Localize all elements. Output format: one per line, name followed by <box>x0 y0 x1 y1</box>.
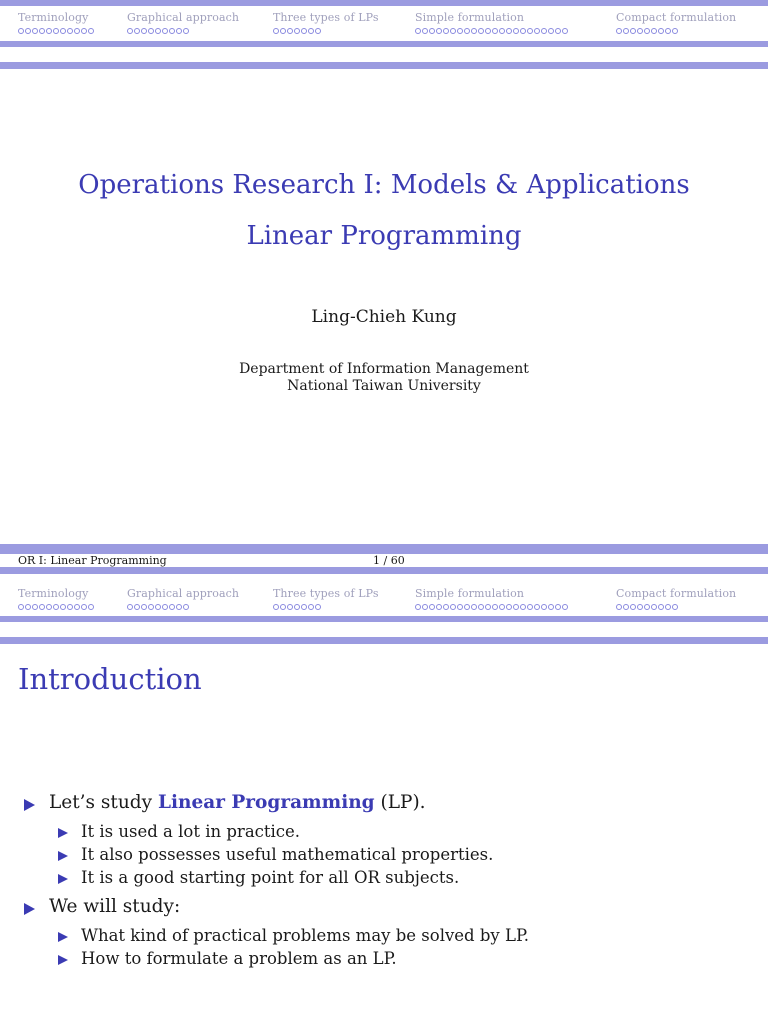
frame-dot-icon[interactable] <box>32 604 38 610</box>
bullet-arrow-icon <box>58 874 68 884</box>
frame-dot-icon[interactable] <box>60 604 66 610</box>
frame-dot-icon[interactable] <box>513 604 519 610</box>
frame-dot-icon[interactable] <box>155 604 161 610</box>
frame-dot-icon[interactable] <box>74 28 80 34</box>
frame-dot-icon[interactable] <box>60 28 66 34</box>
frame-dot-icon[interactable] <box>457 604 463 610</box>
nav-section-graphical[interactable] <box>127 11 239 24</box>
frame-title: Introduction <box>18 662 202 696</box>
frame-dot-icon[interactable] <box>630 28 636 34</box>
frame-dot-icon[interactable] <box>644 604 650 610</box>
frame-dot-icon[interactable] <box>81 604 87 610</box>
header-mid-bar <box>0 41 768 47</box>
frame-dot-icon[interactable] <box>67 28 73 34</box>
frame-dot-icon[interactable] <box>176 604 182 610</box>
nav-section-terminology[interactable] <box>18 587 88 600</box>
frame-dot-icon[interactable] <box>287 28 293 34</box>
frame-dot-icon[interactable] <box>562 604 568 610</box>
frame-dot-icon[interactable] <box>672 604 678 610</box>
frame-dot-icon[interactable] <box>148 28 154 34</box>
nav-dots[interactable] <box>415 28 569 36</box>
frame-dot-icon[interactable] <box>53 604 59 610</box>
frame-dot-icon[interactable] <box>273 604 279 610</box>
frame-dot-icon[interactable] <box>457 28 463 34</box>
frame-dot-icon[interactable] <box>415 604 421 610</box>
frame-dot-icon[interactable] <box>169 604 175 610</box>
frame-dot-icon[interactable] <box>534 604 540 610</box>
bullet-arrow-icon <box>24 799 35 811</box>
frame-dot-icon[interactable] <box>81 28 87 34</box>
frame-dot-icon[interactable] <box>464 28 470 34</box>
frame-dot-icon[interactable] <box>39 28 45 34</box>
highlight-term: Linear Programming <box>157 792 375 813</box>
frame-dot-icon[interactable] <box>665 604 671 610</box>
frame-dot-icon[interactable] <box>46 604 52 610</box>
frame-dot-icon[interactable] <box>308 604 314 610</box>
presentation-subtitle: Linear Programming <box>246 221 522 251</box>
frame-dot-icon[interactable] <box>436 28 442 34</box>
presentation-title: Operations Research I: Models & Applications <box>78 170 690 200</box>
nav-dots[interactable] <box>616 28 679 36</box>
frame-dot-icon[interactable] <box>520 28 526 34</box>
bullet-arrow-icon <box>58 851 68 861</box>
frame-dot-icon[interactable] <box>294 604 300 610</box>
frame-dot-icon[interactable] <box>658 604 664 610</box>
frame-dot-icon[interactable] <box>478 28 484 34</box>
frame-dot-icon[interactable] <box>548 604 554 610</box>
frame-dot-icon[interactable] <box>616 28 622 34</box>
section-navigation <box>0 11 768 43</box>
sub-list-item: What kind of practical problems may be solved by LP. <box>81 926 529 945</box>
frame-dot-icon[interactable] <box>665 28 671 34</box>
item-text: Let’s study <box>49 792 158 813</box>
frame-dot-icon[interactable] <box>46 28 52 34</box>
nav-section-compact[interactable] <box>616 11 736 24</box>
nav-label[interactable]: Terminology <box>18 587 89 600</box>
frame-dot-icon[interactable] <box>148 604 154 610</box>
frame-dot-icon[interactable] <box>443 604 449 610</box>
nav-dots[interactable] <box>127 604 190 612</box>
frame-dot-icon[interactable] <box>25 604 31 610</box>
frame-dot-icon[interactable] <box>651 604 657 610</box>
frame-dot-icon[interactable] <box>527 28 533 34</box>
frame-dot-icon[interactable] <box>485 28 491 34</box>
footer-bottom-bar <box>0 567 768 574</box>
frame-dot-icon[interactable] <box>162 604 168 610</box>
frame-dot-icon[interactable] <box>499 604 505 610</box>
nav-label[interactable]: Compact formulation <box>616 11 737 24</box>
frame-dot-icon[interactable] <box>127 604 133 610</box>
nav-label[interactable]: Terminology <box>18 11 89 24</box>
frame-dot-icon[interactable] <box>637 28 643 34</box>
section-navigation <box>0 587 768 619</box>
nav-dots[interactable] <box>127 28 190 36</box>
frame-dot-icon[interactable] <box>308 28 314 34</box>
bullet-arrow-icon <box>58 955 68 965</box>
page-number: 1 / 60 <box>373 554 405 567</box>
frame-dot-icon[interactable] <box>429 604 435 610</box>
frame-dot-icon[interactable] <box>155 28 161 34</box>
frame-dot-icon[interactable] <box>527 604 533 610</box>
nav-section-terminology[interactable] <box>18 11 88 24</box>
nav-section-compact[interactable] <box>616 587 736 600</box>
institute-department: Department of Information Management <box>239 361 529 377</box>
nav-dots[interactable] <box>273 604 322 612</box>
frame-dot-icon[interactable] <box>443 28 449 34</box>
nav-label[interactable]: Graphical approach <box>127 587 240 600</box>
header-bottom-bar <box>0 62 768 69</box>
frame-dot-icon[interactable] <box>499 28 505 34</box>
frame-dot-icon[interactable] <box>506 28 512 34</box>
author-name: Ling-Chieh Kung <box>311 307 457 327</box>
frame-dot-icon[interactable] <box>134 604 140 610</box>
list-item: We will study: <box>49 896 181 917</box>
nav-label[interactable]: Three types of LPs <box>273 11 379 24</box>
frame-dot-icon[interactable] <box>280 604 286 610</box>
nav-label[interactable]: Simple formulation <box>415 11 525 24</box>
sub-list-item: How to formulate a problem as an LP. <box>81 949 397 968</box>
item-text: (LP). <box>374 792 426 813</box>
frame-dot-icon[interactable] <box>301 604 307 610</box>
sub-list-item: It is used a lot in practice. <box>81 822 301 841</box>
frame-dot-icon[interactable] <box>301 28 307 34</box>
frame-dot-icon[interactable] <box>623 28 629 34</box>
frame-dot-icon[interactable] <box>169 28 175 34</box>
frame-dot-icon[interactable] <box>134 28 140 34</box>
frame-dot-icon[interactable] <box>672 28 678 34</box>
frame-dot-icon[interactable] <box>630 604 636 610</box>
frame-dot-icon[interactable] <box>506 604 512 610</box>
bullet-arrow-icon <box>58 828 68 838</box>
frame-dot-icon[interactable] <box>415 28 421 34</box>
frame-dot-icon[interactable] <box>280 28 286 34</box>
frame-dot-icon[interactable] <box>555 604 561 610</box>
frame-dot-icon[interactable] <box>651 28 657 34</box>
frame-dot-icon[interactable] <box>548 28 554 34</box>
frame-dot-icon[interactable] <box>436 604 442 610</box>
frame-dot-icon[interactable] <box>422 604 428 610</box>
frame-dot-icon[interactable] <box>53 28 59 34</box>
slide-footer <box>0 544 768 565</box>
frame-dot-icon[interactable] <box>127 28 133 34</box>
frame-dot-icon[interactable] <box>616 604 622 610</box>
nav-dots[interactable] <box>273 28 322 36</box>
frame-dot-icon[interactable] <box>658 28 664 34</box>
nav-dots[interactable] <box>415 604 569 612</box>
frame-dot-icon[interactable] <box>25 28 31 34</box>
header-bottom-bar <box>0 637 768 644</box>
frame-dot-icon[interactable] <box>450 604 456 610</box>
frame-dot-icon[interactable] <box>39 604 45 610</box>
nav-dots[interactable] <box>18 28 95 36</box>
nav-label[interactable]: Graphical approach <box>127 11 240 24</box>
frame-dot-icon[interactable] <box>623 604 629 610</box>
frame-dot-icon[interactable] <box>287 604 293 610</box>
frame-dot-icon[interactable] <box>562 28 568 34</box>
nav-section-graphical[interactable] <box>127 587 239 600</box>
frame-dot-icon[interactable] <box>492 28 498 34</box>
frame-dot-icon[interactable] <box>183 604 189 610</box>
bullet-arrow-icon <box>58 932 68 942</box>
nav-dots[interactable] <box>616 604 679 612</box>
list-item <box>49 792 426 813</box>
frame-dot-icon[interactable] <box>541 28 547 34</box>
frame-dot-icon[interactable] <box>273 28 279 34</box>
nav-label[interactable]: Simple formulation <box>415 587 525 600</box>
frame-dot-icon[interactable] <box>492 604 498 610</box>
nav-section-three-types[interactable] <box>273 587 379 600</box>
frame-dot-icon[interactable] <box>471 28 477 34</box>
frame-dot-icon[interactable] <box>471 604 477 610</box>
frame-dot-icon[interactable] <box>141 604 147 610</box>
frame-dot-icon[interactable] <box>67 604 73 610</box>
frame-dot-icon[interactable] <box>450 28 456 34</box>
nav-dots[interactable] <box>18 604 95 612</box>
frame-dot-icon[interactable] <box>637 604 643 610</box>
frame-dot-icon[interactable] <box>464 604 470 610</box>
institute-university: National Taiwan University <box>287 378 481 394</box>
frame-dot-icon[interactable] <box>534 28 540 34</box>
bullet-arrow-icon <box>24 903 35 915</box>
nav-section-simple[interactable] <box>415 11 524 24</box>
frame-dot-icon[interactable] <box>294 28 300 34</box>
nav-section-simple[interactable] <box>415 587 524 600</box>
frame-dot-icon[interactable] <box>422 28 428 34</box>
frame-dot-icon[interactable] <box>555 28 561 34</box>
frame-dot-icon[interactable] <box>315 604 321 610</box>
frame-dot-icon[interactable] <box>176 28 182 34</box>
frame-dot-icon[interactable] <box>18 28 24 34</box>
header-top-bar <box>0 0 768 6</box>
nav-label[interactable]: Compact formulation <box>616 587 737 600</box>
frame-dot-icon[interactable] <box>141 28 147 34</box>
frame-dot-icon[interactable] <box>541 604 547 610</box>
frame-dot-icon[interactable] <box>88 604 94 610</box>
frame-dot-icon[interactable] <box>429 28 435 34</box>
sub-list-item: It is a good starting point for all OR subjects. <box>81 868 460 887</box>
frame-dot-icon[interactable] <box>513 28 519 34</box>
frame-dot-icon[interactable] <box>18 604 24 610</box>
frame-dot-icon[interactable] <box>162 28 168 34</box>
sub-list-item: It also possesses useful mathematical properties. <box>81 845 494 864</box>
introduction-slide <box>0 576 768 1024</box>
header-mid-bar <box>0 616 768 622</box>
frame-dot-icon[interactable] <box>520 604 526 610</box>
frame-dot-icon[interactable] <box>478 604 484 610</box>
frame-dot-icon[interactable] <box>644 28 650 34</box>
nav-label[interactable]: Three types of LPs <box>273 587 379 600</box>
frame-dot-icon[interactable] <box>315 28 321 34</box>
frame-dot-icon[interactable] <box>32 28 38 34</box>
frame-dot-icon[interactable] <box>88 28 94 34</box>
nav-section-three-types[interactable] <box>273 11 379 24</box>
frame-dot-icon[interactable] <box>74 604 80 610</box>
footer-short-title: OR I: Linear Programming <box>18 554 167 567</box>
frame-dot-icon[interactable] <box>183 28 189 34</box>
frame-dot-icon[interactable] <box>485 604 491 610</box>
